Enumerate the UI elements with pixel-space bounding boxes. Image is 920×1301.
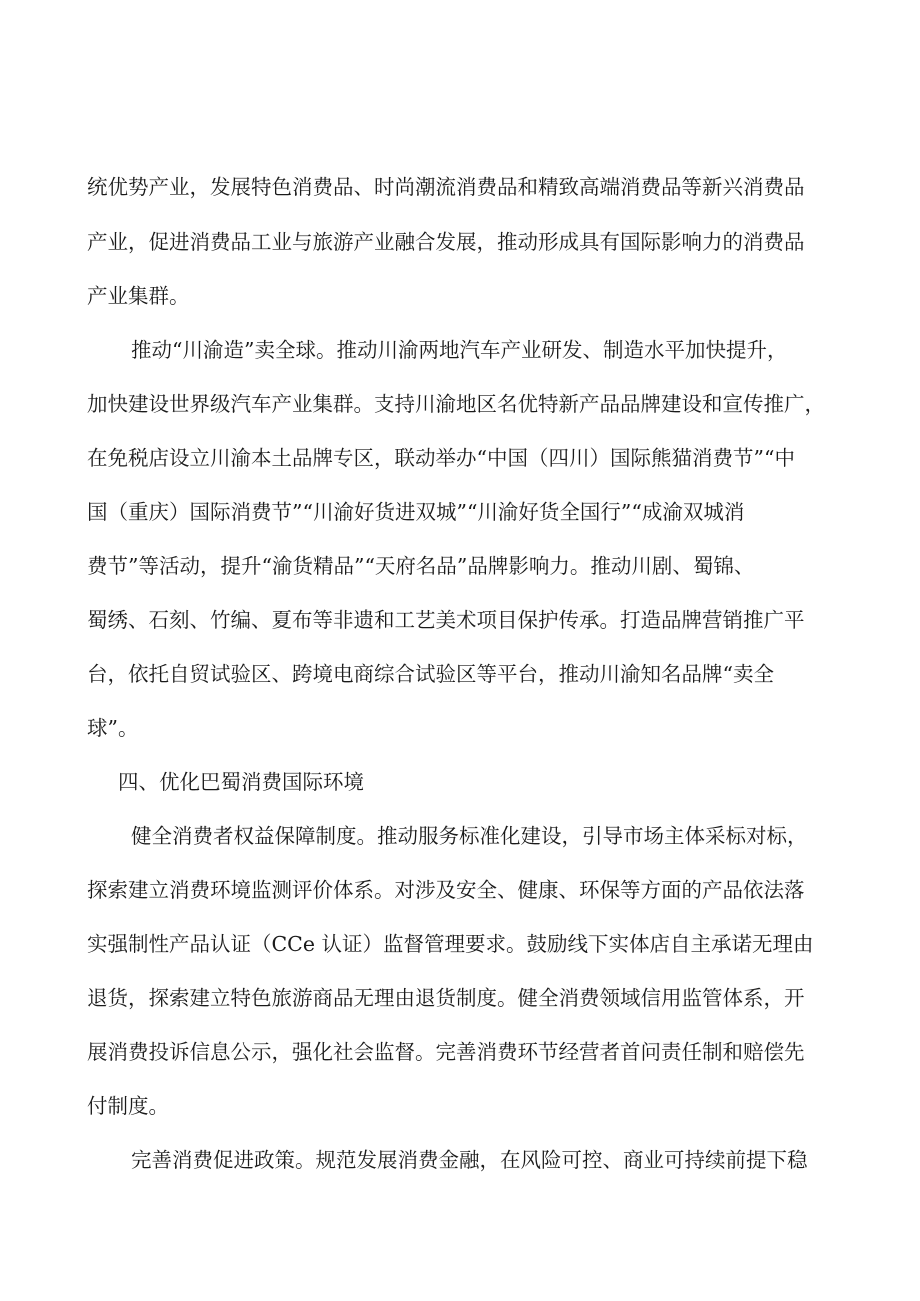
text-line: 费节”等活动，提升“渝货精品”“天府名品”品牌影响力。推动川剧、蜀锦、 xyxy=(87,554,755,578)
text-line: 在免税店设立川渝本土品牌专区，联动举办“中国（四川）国际熊猫消费节”“中 xyxy=(87,446,795,470)
text-line: 付制度。 xyxy=(87,1094,169,1118)
text-line: 台，依托自贸试验区、跨境电商综合试验区等平台，推动川渝知名品牌“卖全 xyxy=(87,662,774,686)
text-line: 展消费投诉信息公示，强化社会监督。完善消费环节经营者首问责任制和赔偿先 xyxy=(87,1040,805,1064)
paragraph-first-line: 推动“川渝造”卖全球。推动川渝两地汽车产业研发、制造水平加快提升， xyxy=(131,338,788,362)
text-line: 国（重庆）国际消费节”“川渝好货进双城”“川渝好货全国行”“成渝双城消 xyxy=(87,500,745,524)
section-heading: 四、优化巴蜀消费国际环境 xyxy=(118,770,364,794)
text-line: 退货，探索建立特色旅游商品无理由退货制度。健全消费领域信用监管体系，开 xyxy=(87,986,805,1010)
text-line: 蜀绣、石刻、竹编、夏布等非遗和工艺美术项目保护传承。打造品牌营销推广平 xyxy=(87,608,805,632)
text-line: 加快建设世界级汽车产业集群。支持川渝地区名优特新产品品牌建设和宣传推广， xyxy=(87,392,825,416)
text-line: 统优势产业，发展特色消费品、时尚潮流消费品和精致高端消费品等新兴消费品 xyxy=(87,175,805,199)
text-line: 球”。 xyxy=(87,716,139,740)
paragraph-first-line: 完善消费促进政策。规范发展消费金融，在风险可控、商业可持续前提下稳 xyxy=(131,1148,808,1172)
text-line: 探索建立消费环境监测评价体系。对涉及安全、健康、环保等方面的产品依法落 xyxy=(87,878,805,902)
text-line: 产业，促进消费品工业与旅游产业融合发展，推动形成具有国际影响力的消费品 xyxy=(87,230,805,254)
text-line: 实强制性产品认证（CCe 认证）监督管理要求。鼓励线下实体店自主承诺无理由 xyxy=(87,932,814,956)
paragraph-first-line: 健全消费者权益保障制度。推动服务标准化建设，引导市场主体采标对标， xyxy=(131,824,808,848)
text-line: 产业集群。 xyxy=(87,284,190,308)
